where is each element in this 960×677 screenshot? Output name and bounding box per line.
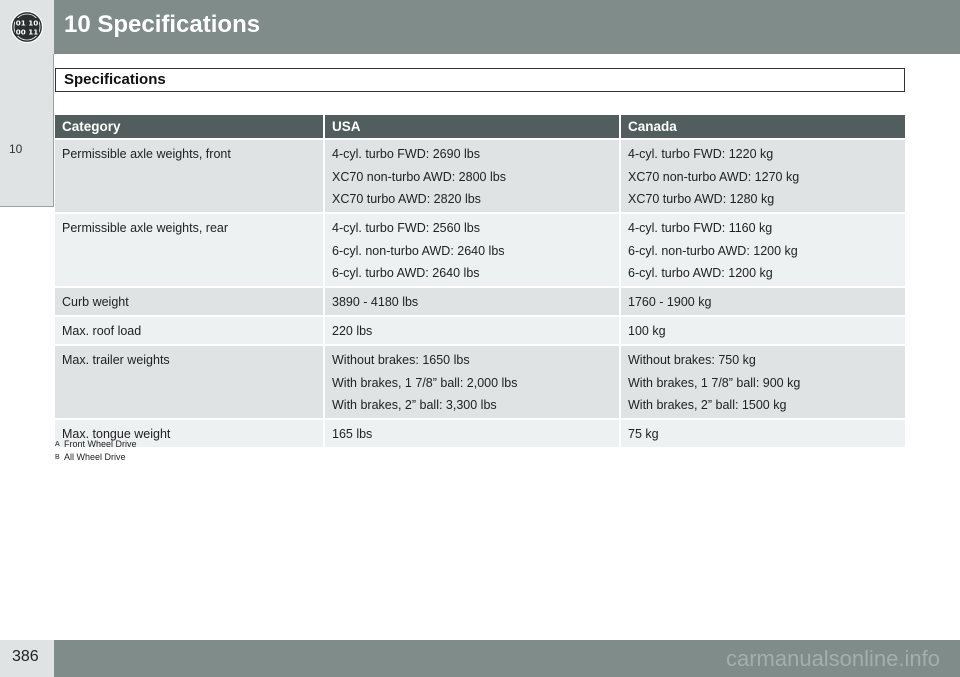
chapter-side-tab[interactable] [0, 54, 54, 206]
footnote [55, 451, 137, 464]
section-title: Specifications [64, 71, 166, 88]
svg-text:01 10: 01 10 [15, 18, 39, 28]
page-number: 386 [12, 648, 39, 665]
chapter-side-tab-label: 10 [9, 142, 23, 156]
category-text: Max. trailer weights [62, 353, 170, 367]
section-heading-box [55, 68, 905, 92]
canada-cell [621, 346, 905, 420]
usa-value: 6-cyl. turbo AWD: 2640 lbs [332, 266, 480, 280]
usa-value: XC70 non-turbo AWD: 2800 lbs [332, 169, 506, 184]
column-header-category: Category [55, 115, 325, 140]
canada-cell [621, 317, 905, 346]
canada-value: 4-cyl. turbo FWD: 1220 kg [628, 147, 774, 161]
usa-value: Without brakes: 1650 lbs [332, 353, 470, 367]
table-header-row [55, 115, 905, 140]
canada-value: 4-cyl. turbo FWD: 1160 kg [628, 221, 773, 235]
canada-cell [621, 214, 905, 288]
canada-value: Without brakes: 750 kg [628, 353, 756, 367]
canada-cell [621, 420, 905, 449]
table-row [55, 140, 905, 214]
canada-value: 100 kg [628, 324, 666, 338]
canada-value: XC70 turbo AWD: 1280 kg [628, 192, 775, 206]
table-row [55, 346, 905, 420]
usa-value: 220 lbs [332, 324, 373, 338]
svg-text:00 11: 00 11 [15, 27, 39, 37]
usa-cell [325, 317, 621, 346]
usa-value: 3890 - 4180 lbs [332, 295, 419, 309]
chapter-icon-box [0, 0, 54, 54]
usa-cell [325, 214, 621, 288]
footnotes [55, 438, 137, 464]
usa-value: 4-cyl. turbo FWD: 2560 lbs [332, 221, 480, 235]
specifications-table [55, 115, 905, 449]
category-text: Max. roof load [62, 324, 142, 338]
usa-value: XC70 turbo AWD: 2820 lbs [332, 192, 481, 206]
canada-value: 1760 - 1900 kg [628, 295, 712, 309]
table-row [55, 420, 905, 449]
column-header-canada: Canada [621, 115, 905, 140]
usa-value: 165 lbs [332, 427, 373, 441]
canada-value: 75 kg [628, 427, 659, 441]
usa-value: 6-cyl. non-turbo AWD: 2640 lbs [332, 243, 505, 258]
canada-cell [621, 288, 905, 317]
usa-value: 4-cyl. turbo FWD: 2690 lbs [332, 147, 480, 161]
category-text: Curb weight [62, 295, 129, 309]
table-row [55, 317, 905, 346]
usa-value: With brakes, 2” ball: 3,300 lbs [332, 398, 497, 412]
canada-value: 6-cyl. non-turbo AWD: 1200 kg [628, 243, 798, 258]
column-header-usa: USA [325, 115, 621, 140]
canada-value: With brakes, 2” ball: 1500 kg [628, 398, 787, 412]
page-footer [0, 640, 960, 677]
category-cell [55, 214, 325, 288]
canada-value: 6-cyl. turbo AWD: 1200 kg [628, 266, 773, 280]
footnote [55, 438, 137, 451]
footnote-text: Front Wheel Drive [64, 439, 137, 449]
usa-cell [325, 346, 621, 420]
side-divider [0, 206, 54, 207]
gauge-cluster-icon [8, 10, 46, 44]
category-cell [55, 317, 325, 346]
usa-cell [325, 288, 621, 317]
canada-cell [621, 140, 905, 214]
usa-cell [325, 140, 621, 214]
category-text: Permissible axle weights, front [62, 147, 231, 161]
category-text: Permissible axle weights, rear [62, 221, 229, 235]
usa-cell [325, 420, 621, 449]
watermark: carmanualsonline.info [725, 646, 940, 671]
category-cell [55, 140, 325, 214]
footnote-text: All Wheel Drive [64, 452, 126, 462]
category-cell [55, 288, 325, 317]
chapter-header [0, 0, 960, 54]
table-row [55, 214, 905, 288]
footnote-mark: A [55, 441, 60, 448]
usa-value: With brakes, 1 7/8” ball: 2,000 lbs [332, 375, 518, 390]
canada-value: XC70 non-turbo AWD: 1270 kg [628, 169, 800, 184]
category-text: Max. tongue weight [62, 427, 171, 441]
page-number-box [0, 640, 54, 677]
chapter-title: 10 Specifications [64, 11, 261, 38]
category-cell [55, 346, 325, 420]
canada-value: With brakes, 1 7/8” ball: 900 kg [628, 375, 801, 390]
footnote-mark: B [55, 454, 60, 461]
table-row [55, 288, 905, 317]
